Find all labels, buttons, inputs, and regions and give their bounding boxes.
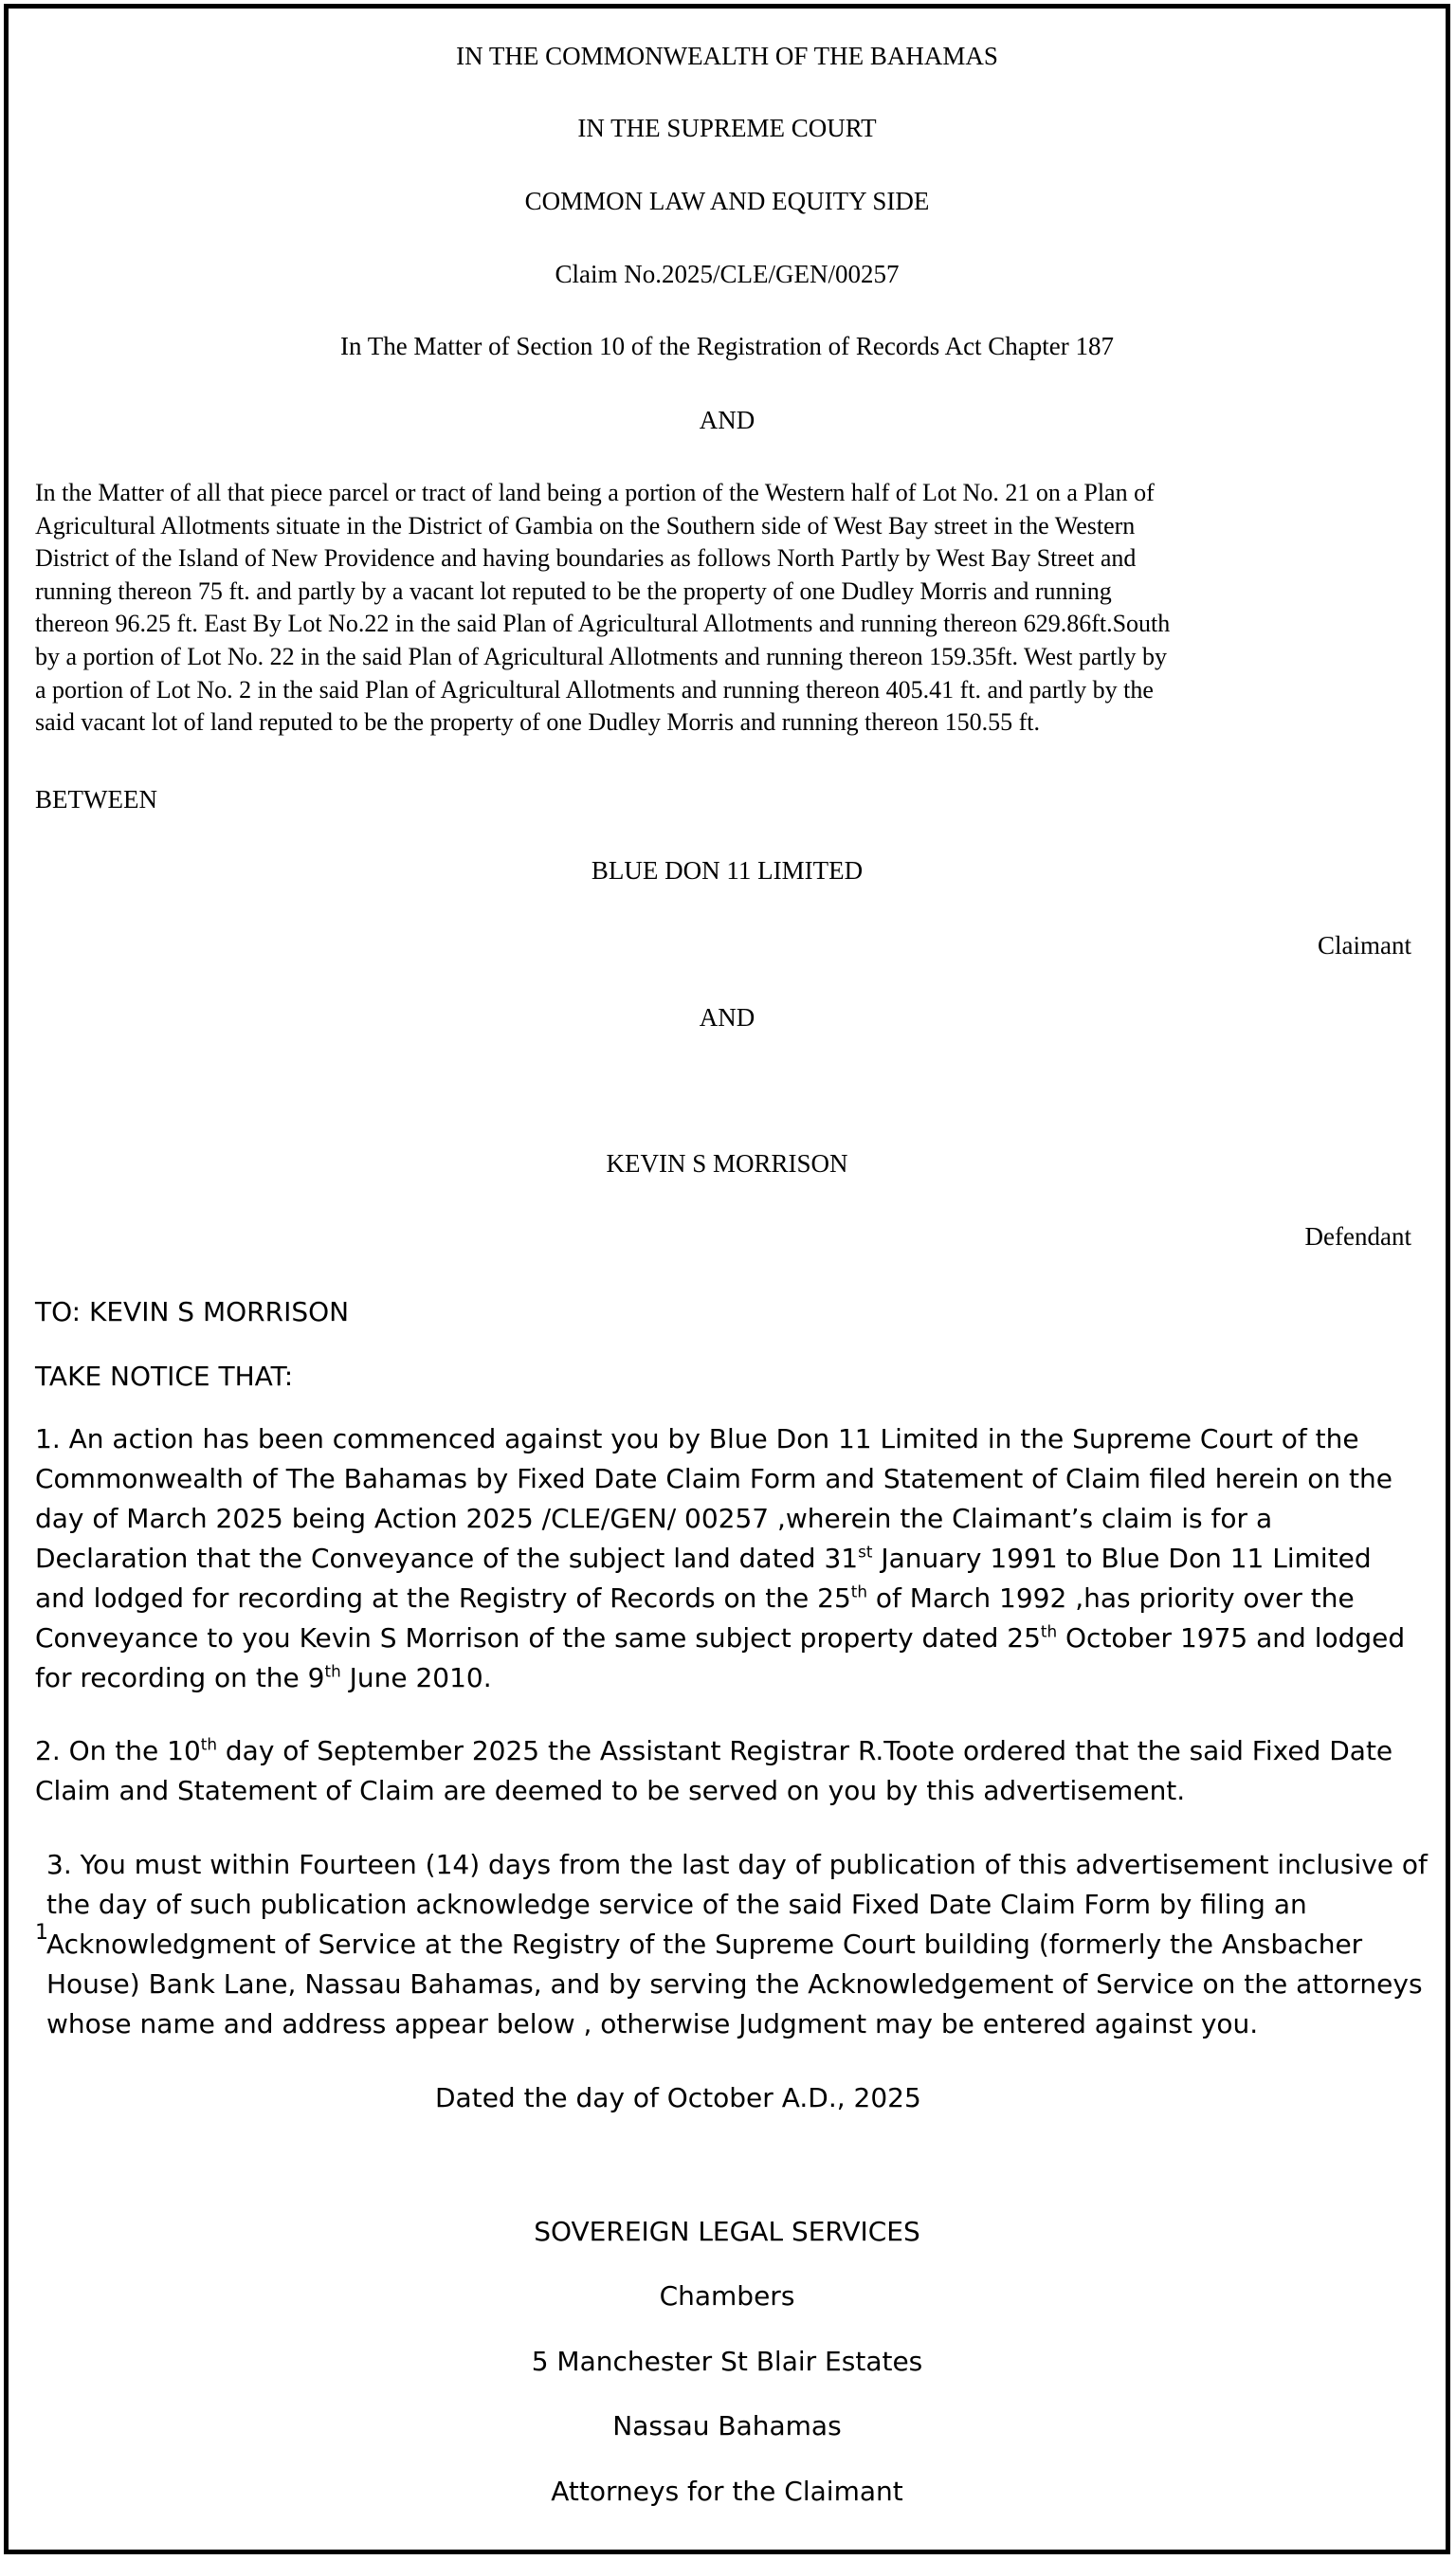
land-matter-line: said vacant lot of land reputed to be the property of one Dudley Morris and running thereon 150.55 ft. — [35, 708, 1040, 737]
notice-paragraph-1-line — [35, 1579, 1438, 1618]
land-matter-line: District of the Island of New Providence and having boundaries as follows North Partly by West Bay Street and — [35, 544, 1137, 573]
land-matter-line: In the Matter of all that piece parcel or tract of land being a portion of the Western half of Lot No. 21 on a Plan of — [35, 479, 1155, 506]
firm-chambers: Chambers — [659, 2280, 795, 2312]
court-side: COMMON LAW AND EQUITY SIDE — [524, 187, 930, 215]
notice-paragraph-2 — [35, 1731, 1438, 1811]
text-run: of March 1992 ,has priority over the — [867, 1582, 1355, 1614]
firm-role: Attorneys for the Claimant — [551, 2476, 903, 2507]
between-label: BETWEEN — [35, 785, 157, 814]
land-matter-line: by a portion of Lot No. 22 in the said Plan of Agricultural Allotments and running thereon 159.35ft. West partly by — [35, 642, 1167, 670]
notice-paragraph-3-line: 3. You must within Fourteen (14) days from the last day of publication of this advertisement inclusive of — [46, 1849, 1428, 1880]
land-matter-paragraph — [35, 477, 1438, 740]
document-page — [4, 4, 1450, 2554]
notice-paragraph-2-line — [35, 1731, 1438, 1771]
notice-paragraph-3-line: the day of such publication acknowledge service of the said Fixed Date Claim Form by filing an — [46, 1889, 1307, 1920]
notice-paragraph-3-line: Acknowledgment of Service at the Registry of the Supreme Court building (formerly the Ansbacher — [46, 1929, 1363, 1960]
claimant-name: BLUE DON 11 LIMITED — [591, 856, 864, 885]
notice-paragraph-1-line: 1. An action has been commenced against you by Blue Don 11 Limited in the Supreme Court of the — [35, 1423, 1359, 1454]
claimant-label: Claimant — [1318, 931, 1411, 960]
land-matter-line: thereon 96.25 ft. East By Lot No.22 in the said Plan of Agricultural Allotments and running thereon 629.86ft.South — [35, 610, 1171, 638]
claim-number: Claim No.2025/CLE/GEN/00257 — [555, 260, 900, 288]
text-run: and lodged for recording at the Registry of Records on the 25 — [35, 1582, 851, 1614]
text-run: June 2010. — [340, 1662, 492, 1693]
text-run: January 1991 to Blue Don 11 Limited — [872, 1543, 1372, 1574]
notice-paragraph-1 — [35, 1419, 1438, 1698]
ordinal-suffix: th — [850, 1582, 867, 1601]
court-jurisdiction: IN THE COMMONWEALTH OF THE BAHAMAS — [456, 42, 998, 70]
defendant-name: KEVIN S MORRISON — [606, 1149, 848, 1178]
notice-paragraph-1-line: Commonwealth of The Bahamas by Fixed Date Claim Form and Statement of Claim filed herein on the — [35, 1463, 1392, 1494]
court-name: IN THE SUPREME COURT — [577, 114, 877, 142]
ordinal-suffix: th — [200, 1734, 217, 1754]
text-run: Conveyance to you Kevin S Morrison of the same subject property dated 25 — [35, 1622, 1041, 1654]
text-run: for recording on the 9 — [35, 1662, 325, 1693]
notice-paragraph-3-line: House) Bank Lane, Nassau Bahamas, and by serving the Acknowledgement of Service on the attorneys — [46, 1968, 1423, 2000]
take-notice-heading: TAKE NOTICE THAT: — [35, 1361, 294, 1392]
dated-line: Dated the day of October A.D., 2025 — [435, 2082, 921, 2113]
notice-paragraph-2-line: Claim and Statement of Claim are deemed to be served on you by this advertisement. — [35, 1775, 1186, 1806]
page-marker: 1 — [35, 1921, 48, 1945]
text-run: 2. On the 10 — [35, 1735, 201, 1766]
text-run: day of September 2025 the Assistant Registrar R.Toote ordered that the said Fixed Date — [217, 1735, 1393, 1766]
ordinal-suffix: th — [1040, 1621, 1058, 1641]
firm-name: SOVEREIGN LEGAL SERVICES — [534, 2216, 920, 2247]
ordinal-suffix: st — [858, 1542, 873, 1562]
land-matter-line: running thereon 75 ft. and partly by a vacant lot reputed to be the property of one Dudley Morris and running — [35, 576, 1112, 605]
matter-statute: In The Matter of Section 10 of the Registration of Records Act Chapter 187 — [339, 332, 1115, 360]
notice-paragraph-3-line: whose name and address appear below , otherwise Judgment may be entered against you. — [46, 2008, 1259, 2039]
land-matter-line: a portion of Lot No. 2 in the said Plan of Agricultural Allotments and running thereon 405.41 ft. and partly by the — [35, 675, 1154, 704]
firm-address-line-2: Nassau Bahamas — [612, 2410, 842, 2441]
notice-paragraph-1-line: day of March 2025 being Action 2025 /CLE/GEN/ 00257 ,wherein the Claimant’s claim is for a — [35, 1503, 1273, 1534]
notice-paragraph-3 — [46, 1845, 1440, 2044]
land-matter-line: Agricultural Allotments situate in the District of Gambia on the Southern side of West Bay street in the Western — [35, 511, 1136, 539]
defendant-label: Defendant — [1304, 1222, 1411, 1251]
and-separator-2: AND — [699, 1003, 755, 1032]
notice-paragraph-1-line — [35, 1539, 1438, 1579]
notice-paragraph-1-line — [35, 1658, 1438, 1698]
notice-paragraph-1-line — [35, 1618, 1438, 1658]
text-run: Declaration that the Conveyance of the subject land dated 31 — [35, 1543, 859, 1574]
notice-recipient: TO: KEVIN S MORRISON — [35, 1296, 350, 1327]
text-run: October 1975 and lodged — [1057, 1622, 1406, 1654]
firm-address-line-1: 5 Manchester St Blair Estates — [531, 2346, 923, 2377]
ordinal-suffix: th — [324, 1661, 341, 1681]
and-separator-1: AND — [699, 406, 755, 434]
